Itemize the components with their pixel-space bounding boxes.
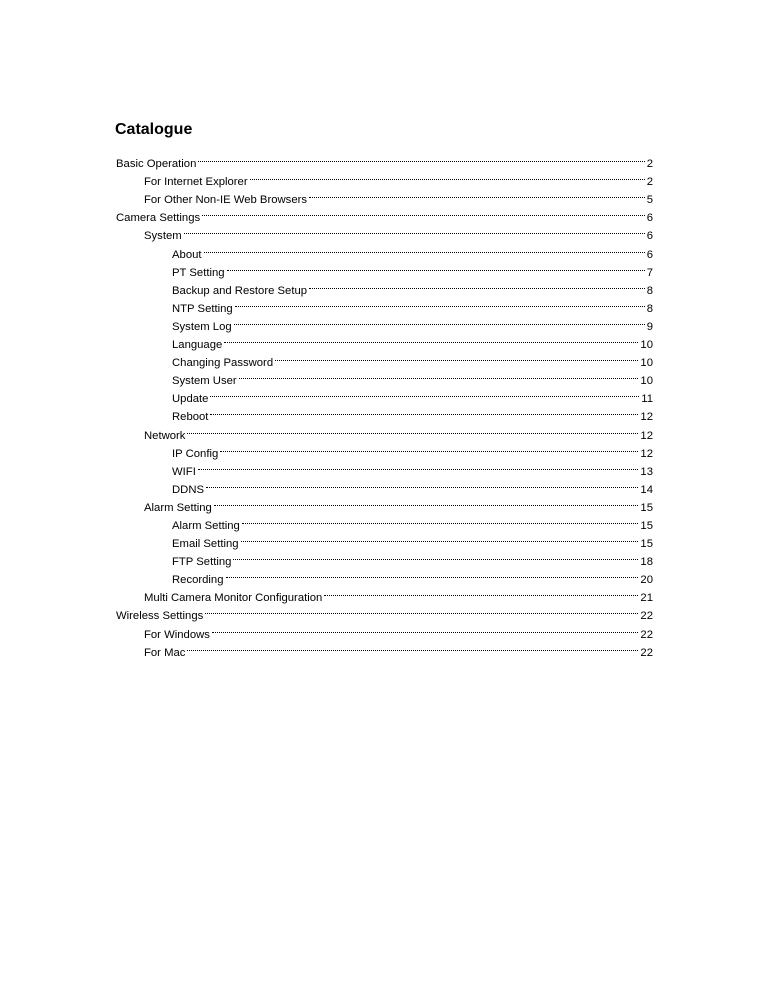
toc-entry-label: Email Setting	[172, 538, 239, 551]
toc-entry[interactable]	[116, 638, 653, 659]
toc-entry-label: Changing Password	[172, 357, 274, 370]
toc-title: Catalogue	[115, 121, 193, 138]
toc-entry-page-number: 18	[640, 556, 653, 569]
toc-entry-label: Wireless Settings	[116, 610, 204, 623]
toc-entry-page-number: 10	[640, 375, 653, 388]
toc-entry-page-number: 11	[641, 393, 653, 406]
toc-entry-page-number: 12	[640, 429, 653, 442]
toc-entry-page-number: 5	[646, 194, 653, 207]
toc-entry-page-number: 12	[640, 411, 653, 424]
toc-dot-leader	[202, 203, 645, 221]
toc-dot-leader	[224, 330, 638, 348]
toc-dot-leader	[233, 547, 638, 565]
toc-entry-label: Basic Operation	[116, 158, 197, 171]
toc-entry-label: About	[172, 248, 202, 261]
toc-dot-leader	[198, 457, 639, 475]
toc-entry-page-number: 6	[646, 212, 653, 225]
toc-entry[interactable]	[116, 239, 653, 261]
toc-dot-leader	[214, 493, 639, 511]
toc-entry-label: Alarm Setting	[172, 519, 240, 532]
toc-entry-page-number: 6	[646, 230, 653, 243]
toc-entry-page-number: 15	[640, 538, 653, 551]
toc-entry[interactable]	[116, 475, 653, 496]
toc-entry[interactable]	[116, 420, 653, 442]
toc-entry-page-number: 8	[646, 302, 653, 315]
toc-entry-page-number: 2	[646, 176, 653, 189]
toc-entry-label: System Log	[172, 320, 232, 333]
toc-entry-label: Reboot	[172, 411, 209, 424]
toc-entry[interactable]	[116, 221, 653, 243]
toc-dot-leader	[234, 312, 645, 330]
toc-entry-label: Network	[144, 429, 186, 442]
toc-dot-leader	[239, 366, 639, 384]
table-of-contents	[116, 149, 653, 659]
toc-dot-leader	[210, 402, 638, 420]
toc-entry-page-number: 10	[640, 339, 653, 352]
toc-entry-page-number: 12	[640, 447, 653, 460]
toc-entry-page-number: 20	[640, 574, 653, 587]
toc-dot-leader	[324, 583, 638, 601]
toc-dot-leader	[206, 475, 638, 493]
toc-entry-label: NTP Setting	[172, 302, 233, 315]
toc-entry-page-number: 8	[646, 284, 653, 297]
toc-entry-label: PT Setting	[172, 266, 225, 279]
toc-entry-label: Multi Camera Monitor Configuration	[144, 592, 323, 605]
toc-dot-leader	[184, 221, 645, 239]
toc-entry-page-number: 15	[640, 519, 653, 532]
toc-entry-label: Recording	[172, 574, 224, 587]
toc-entry-label: Camera Settings	[116, 212, 201, 225]
toc-entry-page-number: 22	[640, 646, 653, 659]
toc-entry-page-number: 9	[646, 320, 653, 333]
toc-entry-label: Alarm Setting	[144, 501, 212, 514]
toc-entry-label: For Other Non-IE Web Browsers	[144, 194, 308, 207]
toc-entry-page-number: 2	[646, 158, 653, 171]
toc-dot-leader	[187, 638, 638, 656]
toc-entry[interactable]	[116, 167, 653, 189]
toc-entry-page-number: 21	[640, 592, 653, 605]
toc-entry-label: System User	[172, 375, 237, 388]
toc-entry-label: System	[144, 230, 182, 243]
toc-entry[interactable]	[116, 439, 653, 460]
toc-entry-page-number: 10	[640, 357, 653, 370]
toc-dot-leader	[220, 439, 638, 457]
toc-entry-label: For Windows	[144, 628, 210, 641]
toc-dot-leader	[241, 529, 639, 547]
toc-entry-label: IP Config	[172, 447, 219, 460]
toc-entry-label: Language	[172, 339, 223, 352]
toc-entry-label: WIFI	[172, 465, 196, 478]
toc-dot-leader	[309, 276, 645, 294]
toc-entry-page-number: 22	[640, 610, 653, 623]
toc-entry-page-number: 22	[640, 628, 653, 641]
toc-dot-leader	[227, 258, 645, 276]
toc-entry-label: Update	[172, 393, 209, 406]
toc-dot-leader	[242, 511, 639, 529]
toc-entry-page-number: 7	[646, 266, 653, 279]
toc-entry-page-number: 15	[640, 501, 653, 514]
toc-entry-label: For Internet Explorer	[144, 176, 248, 189]
toc-dot-leader	[204, 239, 645, 257]
toc-dot-leader	[250, 167, 645, 185]
toc-entry-label: Backup and Restore Setup	[172, 284, 308, 297]
toc-entry-page-number: 13	[640, 465, 653, 478]
toc-entry[interactable]	[116, 149, 653, 171]
toc-entry-page-number: 6	[646, 248, 653, 261]
toc-dot-leader	[212, 619, 639, 637]
toc-dot-leader	[187, 420, 638, 438]
toc-entry-label: DDNS	[172, 483, 205, 496]
toc-dot-leader	[235, 294, 645, 312]
toc-entry-page-number: 14	[640, 483, 653, 496]
toc-dot-leader	[210, 384, 639, 402]
toc-dot-leader	[275, 348, 638, 366]
toc-entry-label: FTP Setting	[172, 556, 232, 569]
toc-dot-leader	[198, 149, 644, 167]
toc-dot-leader	[309, 185, 645, 203]
toc-dot-leader	[226, 565, 639, 583]
toc-dot-leader	[205, 601, 638, 619]
toc-entry-label: For Mac	[144, 646, 186, 659]
